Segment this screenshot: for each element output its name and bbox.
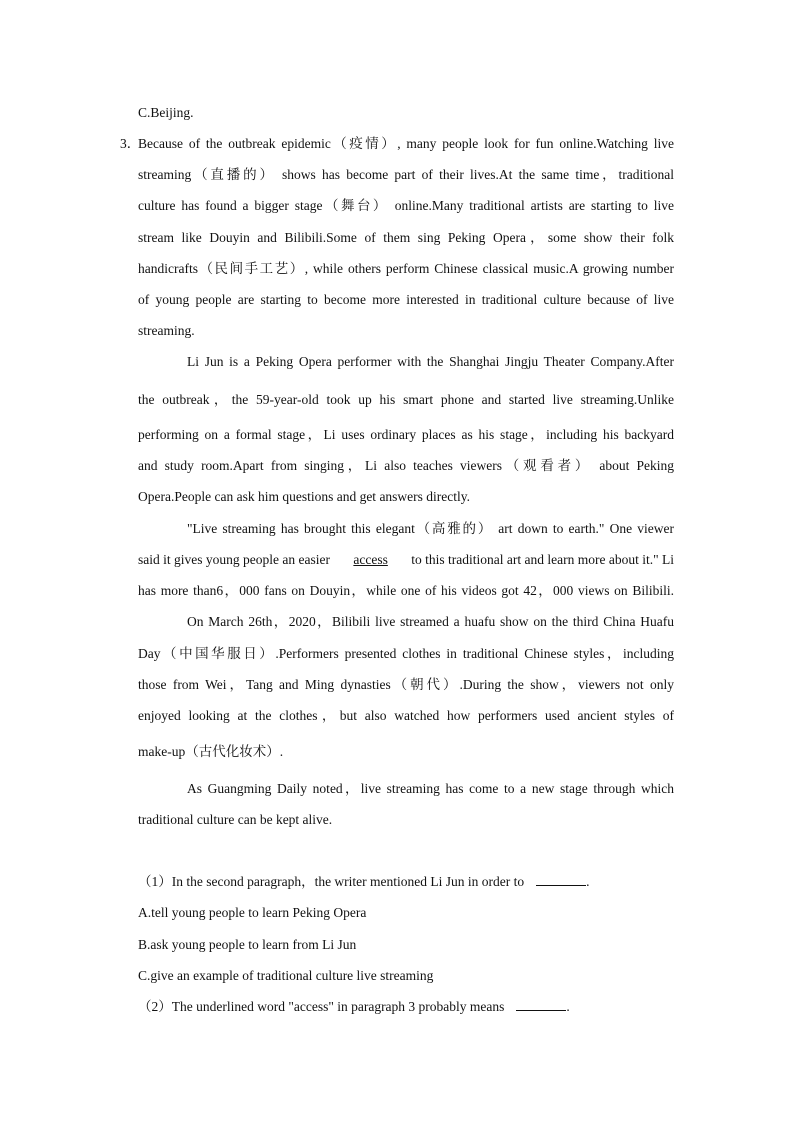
question-1-end: . — [586, 874, 590, 889]
passage-line: performing on a formal stage，Li uses ordinary places as his stage，including his backyard — [138, 427, 674, 442]
passage-line: and study room.Apart from singing，Li also teaches viewers（观看者） about Peking — [138, 458, 674, 473]
passage-line: has more than6，000 fans on Douyin，while one of his videos got 42，000 views on Bilibili. — [138, 583, 674, 598]
passage-line: stream like Douyin and Bilibili.Some of them sing Peking Opera，some show their folk — [138, 230, 674, 245]
question-2-stem — [138, 998, 570, 1016]
passage-line — [138, 551, 674, 569]
passage-line: those from Wei，Tang and Ming dynasties（朝代）.During the show，viewers not only — [138, 677, 674, 692]
passage-line: make-up（古代化妆术）. — [138, 744, 284, 759]
question-1-stem — [138, 873, 590, 891]
answer-blank[interactable] — [516, 998, 566, 1011]
passage-line: streaming. — [138, 323, 195, 338]
option-a: A.tell young people to learn Peking Opera — [138, 905, 367, 920]
question-1-text: （1）In the second paragraph，the writer mentioned Li Jun in order to — [138, 874, 525, 889]
passage-line: Li Jun is a Peking Opera performer with the Shanghai Jingju Theater Company.After — [187, 354, 674, 369]
passage-line: Day（中国华服日）.Performers presented clothes in traditional Chinese styles，including — [138, 646, 674, 661]
passage-line: "Live streaming has brought this elegant（高雅的） art down to earth." One viewer — [187, 521, 674, 536]
passage-text: to this traditional art and learn more about it." Li — [411, 552, 674, 567]
previous-option-c: C.Beijing. — [138, 105, 194, 120]
underlined-word-access: access — [353, 552, 388, 567]
passage-line: As Guangming Daily noted，live streaming has come to a new stage through which — [187, 781, 674, 796]
question-2-text: （2）The underlined word "access" in paragraph 3 probably means — [138, 999, 505, 1014]
passage-line: streaming（直播的） shows has become part of their lives.At the same time，traditional — [138, 167, 674, 182]
passage-line: handicrafts（民间手工艺）, while others perform Chinese classical music.A growing number — [138, 261, 674, 276]
passage-line: culture has found a bigger stage（舞台） online.Many traditional artists are starting to live — [138, 198, 674, 213]
passage-text: said it gives young people an easier — [138, 552, 330, 567]
option-c: C.give an example of traditional culture live streaming — [138, 968, 434, 983]
passage-line: enjoyed looking at the clothes，but also watched how performers used ancient styles of — [138, 708, 674, 723]
passage-line: the outbreak，the 59-year-old took up his smart phone and started live streaming.Unlike — [138, 392, 674, 407]
answer-blank[interactable] — [536, 873, 586, 886]
passage-line: Opera.People can ask him questions and get answers directly. — [138, 489, 471, 504]
passage-line: On March 26th，2020，Bilibili live streamed a huafu show on the third China Huafu — [187, 614, 674, 629]
question-2-end: . — [566, 999, 570, 1014]
option-b: B.ask young people to learn from Li Jun — [138, 937, 357, 952]
question-number: 3． — [120, 136, 141, 151]
passage-line: traditional culture can be kept alive. — [138, 812, 333, 827]
passage-line: Because of the outbreak epidemic（疫情）, many people look for fun online.Watching live — [138, 136, 674, 151]
passage-line: of young people are starting to become more interested in traditional culture because of live — [138, 292, 674, 307]
